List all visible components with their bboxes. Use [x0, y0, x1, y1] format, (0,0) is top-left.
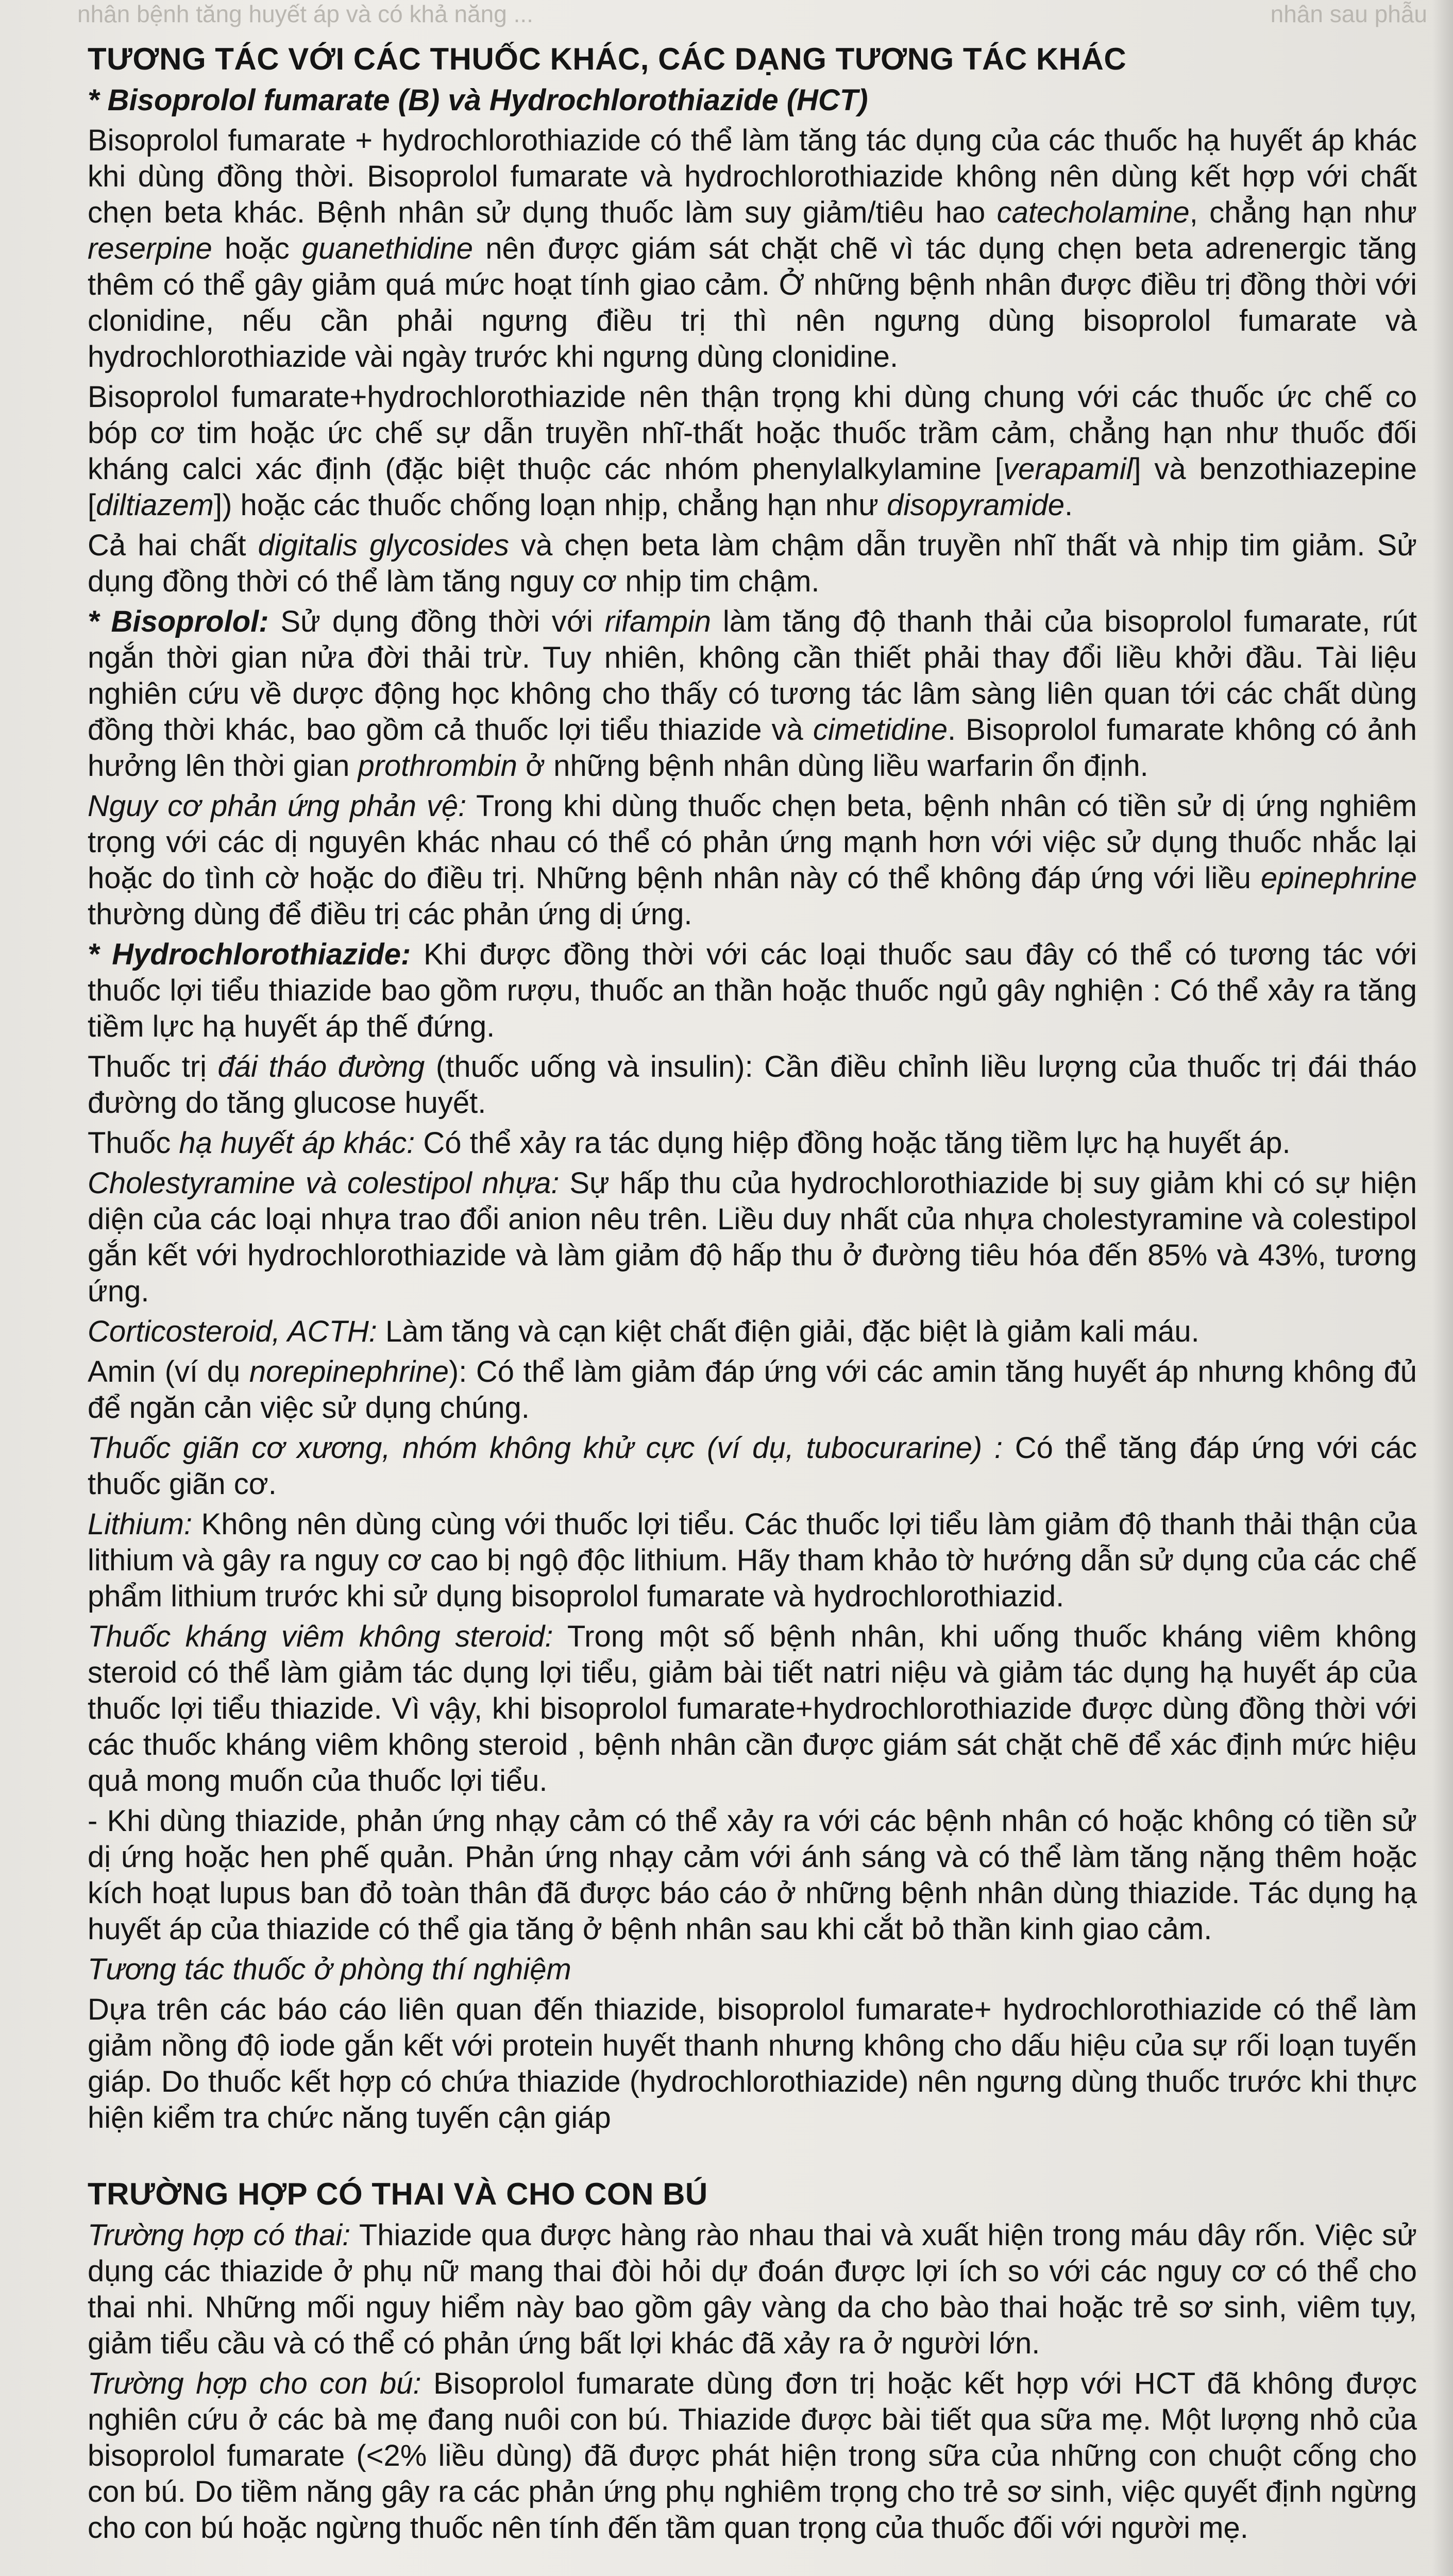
paragraph: Bisoprolol fumarate+hydrochlorothiazide nên thận trọng khi dùng chung với các thuốc ức chế co bóp cơ tim hoặc ức chế sự dẫn truyền nhĩ-thất hoặc thuốc trầm cảm, chẳng hạn như thuốc đối kháng calci xác định (đặc biệt thuộc các nhóm phenylalkylamine [verapamil] và benzothiazepine [diltiazem]) hoặc các thuốc chống loạn nhịp, chẳng hạn như disopyramide. — [88, 380, 1417, 522]
paragraph: Thuốc giãn cơ xương, nhóm không khử cực (ví dụ, tubocurarine) : Có thể tăng đáp ứng với các thuốc giãn cơ. — [88, 1431, 1417, 1501]
section-heading-interactions: TƯƠNG TÁC VỚI CÁC THUỐC KHÁC, CÁC DẠNG TƯƠNG TÁC KHÁC — [88, 42, 1127, 76]
paragraph: Bisoprolol fumarate + hydrochlorothiazide có thể làm tăng tác dụng của các thuốc hạ huyết áp khác khi dùng đồng thời. Bisoprolol fumarate và hydrochlorothiazide không nên dùng kết hợp với chất chẹn beta khác. Bệnh nhân sử dụng thuốc làm suy giảm/tiêu hao catecholamine, chẳng hạn như reserpine hoặc guanethidine nên được giám sát chặt chẽ vì tác dụng chẹn beta adrenergic tăng thêm có thể gây giảm quá mức hoạt tính giao cảm. Ở những bệnh nhân được điều trị đồng thời với clonidine, nếu cần phải ngưng điều trị thì nên ngưng dùng bisoprolol fumarate và hydrochlorothiazide vài ngày trước khi ngưng dùng clonidine. — [88, 124, 1417, 374]
bleed-text-right: nhân sau phẫu — [1270, 1, 1427, 27]
paragraph: Nguy cơ phản ứng phản vệ: Trong khi dùng thuốc chẹn beta, bệnh nhân có tiền sử dị ứng nghiêm trọng với các dị nguyên khác nhau có thể có phản ứng mạnh hơn với việc sử dụng thuốc nhắc lại hoặc do tình cờ hoặc do điều trị. Những bệnh nhân này có thể không đáp ứng với liều epinephrine thường dùng để điều trị các phản ứng dị ứng. — [88, 789, 1417, 931]
document-body — [88, 41, 1417, 2576]
paragraph: Corticosteroid, ACTH: Làm tăng và cạn kiệt chất điện giải, đặc biệt là giảm kali máu. — [88, 1315, 1199, 1348]
paragraph: Thuốc kháng viêm không steroid: Trong một số bệnh nhân, khi uống thuốc kháng viêm không steroid có thể làm giảm tác dụng lợi tiểu, giảm bài tiết natri niệu và giảm tác dụng hạ huyết áp của thuốc lợi tiểu thiazide. Vì vậy, khi bisoprolol fumarate+hydrochlorothiazide được dùng đồng thời với các thuốc kháng viêm không steroid , bệnh nhân cần được giám sát chặt chẽ để xác định mức hiệu quả mong muốn của thuốc lợi tiểu. — [88, 1620, 1417, 1798]
bleed-text-left: nhân bệnh tăng huyết áp và có khả năng ... — [77, 1, 533, 27]
spacer — [88, 2550, 1417, 2576]
spacer — [88, 2140, 1417, 2176]
subheading-lab-interactions: Tương tác thuốc ở phòng thí nghiệm — [88, 1953, 571, 1986]
paragraph: Trường hợp cho con bú: Bisoprolol fumarate dùng đơn trị hoặc kết hợp với HCT đã không được nghiên cứu ở các bà mẹ đang nuôi con bú. Thiazide được bài tiết qua sữa mẹ. Một lượng nhỏ của bisoprolol fumarate (<2% liều dùng) đã được phát hiện trong sữa của những con chuột cống cho con bú. Do tiềm năng gây ra các phản ứng phụ nghiêm trọng cho trẻ sơ sinh, việc quyết định ngừng cho con bú hoặc ngừng thuốc nên tính đến tầm quan trọng của thuốc đối với người mẹ. — [88, 2367, 1417, 2545]
paragraph-bisoprolol: * Bisoprolol: Sử dụng đồng thời với rifampin làm tăng độ thanh thải của bisoprolol fumarate, rút ngắn thời gian nửa đời thải trừ. Tuy nhiên, không cần thiết phải thay đổi liều khởi đầu. Tài liệu nghiên cứu về dược động học không cho thấy có tương tác lâm sàng liên quan tới các chất dùng đồng thời khác, bao gồm cả thuốc lợi tiểu thiazide và cimetidine. Bisoprolol fumarate không có ảnh hưởng lên thời gian prothrombin ở những bệnh nhân dùng liều warfarin ổn định. — [88, 605, 1417, 783]
paragraph: Trường hợp có thai: Thiazide qua được hàng rào nhau thai và xuất hiện trong máu dây rốn. Việc sử dụng các thiazide ở phụ nữ mang thai đòi hỏi dự đoán được lợi ích so với các nguy cơ có thể cho thai nhi. Những mối nguy hiểm này bao gồm gây vàng da cho bào thai hoặc trẻ sơ sinh, viêm tụy, giảm tiểu cầu và có thể có phản ứng bất lợi khác đã xảy ra ở người lớn. — [88, 2218, 1417, 2360]
paragraph-hydrochlorothiazide: * Hydrochlorothiazide: Khi được đồng thời với các loại thuốc sau đây có thể có tương tác với thuốc lợi tiểu thiazide bao gồm rượu, thuốc an thần hoặc thuốc ngủ gây nghiện : Có thể xảy ra tăng tiềm lực hạ huyết áp thế đứng. — [88, 938, 1417, 1043]
scan-edge-shadow — [1432, 0, 1453, 2576]
paragraph: - Khi dùng thiazide, phản ứng nhạy cảm có thể xảy ra với các bệnh nhân có hoặc không có tiền sử dị ứng hoặc hen phế quản. Phản ứng nhạy cảm với ánh sáng và có thể làm tăng nặng thêm hoặc kích hoạt lupus ban đỏ toàn thân đã được báo cáo ở những bệnh nhân dùng thiazide. Tác dụng hạ huyết áp của thiazide có thể gia tăng ở bệnh nhân sau khi cắt bỏ thần kinh giao cảm. — [88, 1804, 1417, 1946]
paragraph: Dựa trên các báo cáo liên quan đến thiazide, bisoprolol fumarate+ hydrochlorothiazide có thể làm giảm nồng độ iode gắn kết với protein huyết thanh nhưng không cho dấu hiệu của sự rối loạn tuyến giáp. Do thuốc kết hợp có chứa thiazide (hydrochlorothiazide) nên ngưng dùng thuốc trước khi thực hiện kiểm tra chức năng tuyến cận giáp — [88, 1993, 1417, 2134]
previous-page-bleed — [77, 0, 1427, 31]
paragraph: Amin (ví dụ norepinephrine): Có thể làm giảm đáp ứng với các amin tăng huyết áp nhưng không đủ để ngăn cản việc sử dụng chúng. — [88, 1355, 1417, 1425]
paragraph: Lithium: Không nên dùng cùng với thuốc lợi tiểu. Các thuốc lợi tiểu làm giảm độ thanh thải thận của lithium và gây ra nguy cơ cao bị ngộ độc lithium. Hãy tham khảo tờ hướng dẫn sử dụng của các chế phẩm lithium trước khi sử dụng bisoprolol fumarate và hydrochlorothiazid. — [88, 1507, 1417, 1613]
paragraph: Cả hai chất digitalis glycosides và chẹn beta làm chậm dẫn truyền nhĩ thất và nhịp tim giảm. Sử dụng đồng thời có thể làm tăng nguy cơ nhịp tim chậm. — [88, 529, 1417, 598]
paragraph: Thuốc trị đái tháo đường (thuốc uống và insulin): Cần điều chỉnh liều lượng của thuốc trị đái tháo đường do tăng glucose huyết. — [88, 1050, 1417, 1120]
paragraph: Thuốc hạ huyết áp khác: Có thể xảy ra tác dụng hiệp đồng hoặc tăng tiềm lực hạ huyết áp. — [88, 1126, 1291, 1160]
paragraph: Cholestyramine và colestipol nhựa: Sự hấp thu của hydrochlorothiazide bị suy giảm khi có sự hiện diện của các loại nhựa trao đổi anion nêu trên. Liều duy nhất của nhựa cholestyramine và colestipol gắn kết với hydrochlorothiazide và làm giảm độ hấp thu ở đường tiêu hóa đến 85% và 43%, tương ứng. — [88, 1166, 1417, 1308]
subheading-b-hct: * Bisoprolol fumarate (B) và Hydrochlorothiazide (HCT) — [88, 83, 868, 117]
section-heading-pregnancy: TRƯỜNG HỢP CÓ THAI VÀ CHO CON BÚ — [88, 2177, 708, 2211]
